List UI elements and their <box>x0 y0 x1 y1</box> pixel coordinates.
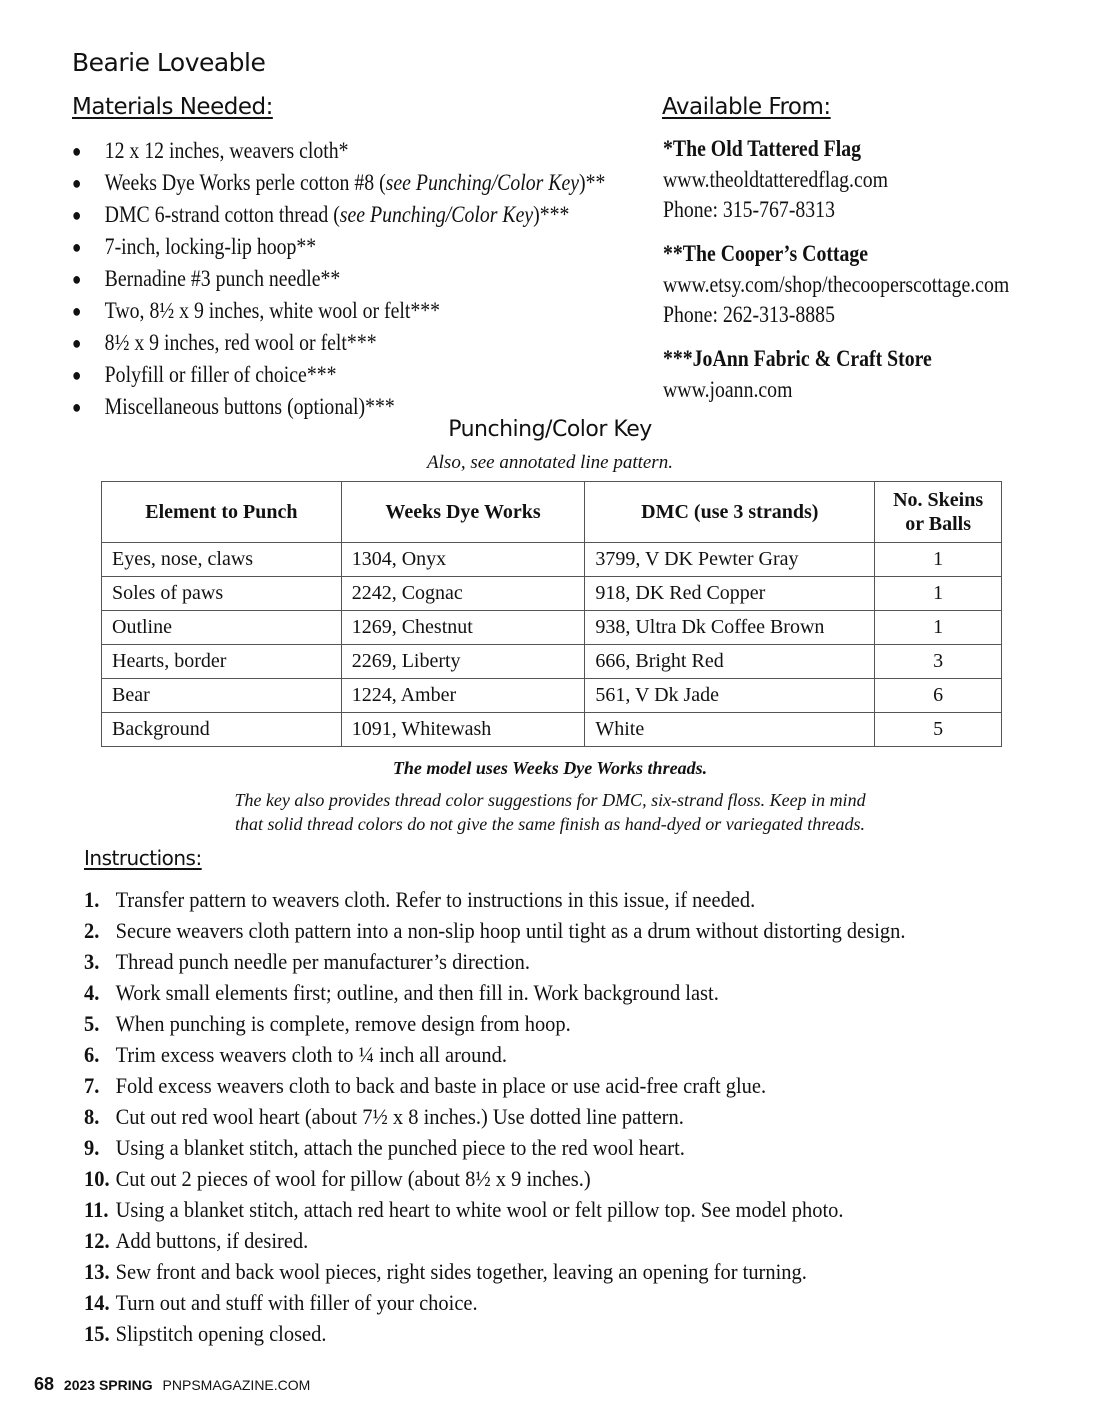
material-text <box>105 167 606 199</box>
cell-skeins: 1 <box>875 611 1002 645</box>
table-row <box>102 577 1002 611</box>
key-note-line: The key also provides thread color suggestions for DMC, six-strand floss. Keep in mind <box>234 790 866 810</box>
instruction-step <box>84 1287 905 1318</box>
source-name: *The Old Tattered Flag <box>663 136 862 161</box>
material-item <box>72 327 605 359</box>
instruction-step <box>84 1070 905 1101</box>
material-item <box>72 167 605 199</box>
source-phone: Phone: 315-767-8313 <box>663 197 835 222</box>
materials-list <box>72 135 605 423</box>
step-text: Work small elements first; outline, and then fill in. Work background last. <box>115 980 719 1005</box>
step-text: When punching is complete, remove design from hoop. <box>115 1011 571 1036</box>
sources-list <box>663 133 1076 418</box>
table-row <box>102 543 1002 577</box>
cell-skeins: 6 <box>875 679 1002 713</box>
instruction-step <box>84 1008 905 1039</box>
cell-weeks: 2242, Cognac <box>341 577 585 611</box>
material-text-main: DMC 6-strand cotton thread ( <box>104 202 340 227</box>
cell-skeins: 1 <box>875 543 1002 577</box>
bullet-icon: ● <box>72 397 82 417</box>
cell-weeks: 1091, Whitewash <box>341 713 585 747</box>
step-text: Trim excess weavers cloth to ¼ inch all around. <box>115 1042 507 1067</box>
cell-element: Eyes, nose, claws <box>102 543 342 577</box>
step-number: 5. <box>84 1011 100 1036</box>
source-url[interactable]: www.theoldtatteredflag.com <box>663 167 889 192</box>
color-key-table <box>101 481 1002 747</box>
material-text-main: 7-inch, locking-lip hoop** <box>104 234 317 259</box>
instruction-step <box>84 1318 905 1349</box>
material-text-italic: see Punching/Color Key <box>385 170 580 195</box>
available-from-heading: Available From: <box>662 94 831 120</box>
color-key-subheading: Also, see annotated line pattern. <box>427 452 673 473</box>
cell-weeks: 1304, Onyx <box>341 543 585 577</box>
page-number: 68 <box>34 1374 55 1394</box>
bullet-icon: ● <box>72 301 82 321</box>
step-text: Cut out red wool heart (about 7½ x 8 inches.) Use dotted line pattern. <box>115 1104 684 1129</box>
material-text-main: Bernadine #3 punch needle** <box>104 266 341 291</box>
instruction-step <box>84 1225 905 1256</box>
step-number: 13. <box>84 1259 110 1284</box>
bullet-icon: ● <box>72 237 82 257</box>
model-note: The model uses Weeks Dye Works threads. <box>392 758 708 778</box>
material-item <box>72 199 605 231</box>
cell-weeks: 2269, Liberty <box>341 645 585 679</box>
step-text: Secure weavers cloth pattern into a non-slip hoop until tight as a drum without distorting design. <box>115 918 906 943</box>
step-text: Slipstitch opening closed. <box>115 1321 327 1346</box>
table-row <box>102 611 1002 645</box>
material-text-main: Weeks Dye Works perle cotton #8 ( <box>104 170 386 195</box>
step-number: 2. <box>84 918 100 943</box>
source-phone: Phone: 262-313-8885 <box>663 302 835 327</box>
cell-dmc: 3799, V DK Pewter Gray <box>585 543 875 577</box>
cell-weeks: 1269, Chestnut <box>341 611 585 645</box>
material-text-italic: see Punching/Color Key <box>339 202 534 227</box>
instruction-step <box>84 1163 905 1194</box>
material-item <box>72 295 605 327</box>
cell-skeins: 5 <box>875 713 1002 747</box>
material-text <box>105 231 317 263</box>
cell-dmc: 561, V Dk Jade <box>585 679 875 713</box>
table-row <box>102 645 1002 679</box>
step-text: Fold excess weavers cloth to back and baste in place or use acid-free craft glue. <box>115 1073 767 1098</box>
step-number: 7. <box>84 1073 100 1098</box>
cell-element: Hearts, border <box>102 645 342 679</box>
step-text: Turn out and stuff with filler of your choice. <box>115 1290 478 1315</box>
material-text-main: Miscellaneous buttons (optional)*** <box>104 394 395 419</box>
instruction-step <box>84 1256 905 1287</box>
material-text <box>105 263 341 295</box>
step-text: Add buttons, if desired. <box>115 1228 309 1253</box>
step-text: Cut out 2 pieces of wool for pillow (about 8½ x 9 inches.) <box>115 1166 591 1191</box>
step-text: Using a blanket stitch, attach the punched piece to the red wool heart. <box>115 1135 685 1160</box>
step-number: 9. <box>84 1135 100 1160</box>
magazine-site: PNPSMAGAZINE.COM <box>162 1377 311 1393</box>
step-number: 15. <box>84 1321 110 1346</box>
material-item <box>72 359 605 391</box>
step-number: 11. <box>84 1197 109 1222</box>
step-number: 4. <box>84 980 100 1005</box>
source-url[interactable]: www.joann.com <box>663 377 793 402</box>
bullet-icon: ● <box>72 205 82 225</box>
material-item <box>72 135 605 167</box>
source-name: ***JoAnn Fabric & Craft Store <box>663 346 932 371</box>
source-name: **The Cooper’s Cottage <box>663 241 869 266</box>
column-header-element: Element to Punch <box>102 482 342 543</box>
cell-dmc: 918, DK Red Copper <box>585 577 875 611</box>
cell-dmc: White <box>585 713 875 747</box>
column-header-skeins: No. Skeins or Balls <box>875 482 1002 543</box>
table-row <box>102 713 1002 747</box>
instructions-list <box>84 884 905 1349</box>
key-note-line: that solid thread colors do not give the same finish as hand-dyed or variegated threads. <box>234 814 866 834</box>
table-header-row <box>102 482 1002 543</box>
material-text-main: Two, 8½ x 9 inches, white wool or felt*** <box>104 298 441 323</box>
source-entry <box>663 238 1076 330</box>
step-text: Transfer pattern to weavers cloth. Refer to instructions in this issue, if needed. <box>115 887 756 912</box>
instruction-step <box>84 884 905 915</box>
bullet-icon: ● <box>72 333 82 353</box>
source-url[interactable]: www.etsy.com/shop/thecooperscottage.com <box>663 272 1010 297</box>
instruction-step <box>84 1039 905 1070</box>
page-footer <box>34 1374 310 1395</box>
instruction-step <box>84 977 905 1008</box>
bullet-icon: ● <box>72 141 82 161</box>
material-text-main: 8½ x 9 inches, red wool or felt*** <box>104 330 377 355</box>
materials-heading: Materials Needed: <box>72 94 273 120</box>
page-title: Bearie Loveable <box>72 48 266 77</box>
instruction-step <box>84 1132 905 1163</box>
step-number: 8. <box>84 1104 100 1129</box>
bullet-icon: ● <box>72 173 82 193</box>
cell-skeins: 1 <box>875 577 1002 611</box>
step-number: 10. <box>84 1166 110 1191</box>
column-header-weeks: Weeks Dye Works <box>341 482 585 543</box>
table-row <box>102 679 1002 713</box>
bullet-icon: ● <box>72 365 82 385</box>
cell-element: Background <box>102 713 342 747</box>
material-text <box>105 135 349 167</box>
cell-weeks: 1224, Amber <box>341 679 585 713</box>
cell-skeins: 3 <box>875 645 1002 679</box>
bullet-icon: ● <box>72 269 82 289</box>
step-number: 14. <box>84 1290 110 1315</box>
cell-dmc: 666, Bright Red <box>585 645 875 679</box>
instruction-step <box>84 1101 905 1132</box>
material-text-main: Polyfill or filler of choice*** <box>104 362 337 387</box>
instruction-step <box>84 915 905 946</box>
step-number: 3. <box>84 949 100 974</box>
material-text <box>105 359 337 391</box>
issue-season: 2023 SPRING <box>63 1377 153 1393</box>
material-text-suffix: )** <box>579 170 606 195</box>
material-text <box>105 199 570 231</box>
cell-element: Soles of paws <box>102 577 342 611</box>
step-number: 1. <box>84 887 100 912</box>
source-entry <box>663 133 1076 225</box>
material-item <box>72 231 605 263</box>
material-text-suffix: )*** <box>533 202 570 227</box>
step-number: 12. <box>84 1228 110 1253</box>
material-text-main: 12 x 12 inches, weavers cloth* <box>104 138 349 163</box>
cell-element: Bear <box>102 679 342 713</box>
material-item <box>72 263 605 295</box>
cell-dmc: 938, Ultra Dk Coffee Brown <box>585 611 875 645</box>
material-text <box>105 327 377 359</box>
step-text: Thread punch needle per manufacturer’s direction. <box>115 949 530 974</box>
key-note <box>0 788 1100 836</box>
color-key-heading: Punching/Color Key <box>448 417 652 442</box>
source-entry <box>663 343 1076 405</box>
step-text: Sew front and back wool pieces, right sides together, leaving an opening for turning. <box>115 1259 807 1284</box>
step-text: Using a blanket stitch, attach red heart to white wool or felt pillow top. See model photo. <box>115 1197 844 1222</box>
instruction-step <box>84 946 905 977</box>
instruction-step <box>84 1194 905 1225</box>
column-header-dmc: DMC (use 3 strands) <box>585 482 875 543</box>
cell-element: Outline <box>102 611 342 645</box>
instructions-heading: Instructions: <box>84 846 202 870</box>
material-text <box>105 295 440 327</box>
step-number: 6. <box>84 1042 100 1067</box>
